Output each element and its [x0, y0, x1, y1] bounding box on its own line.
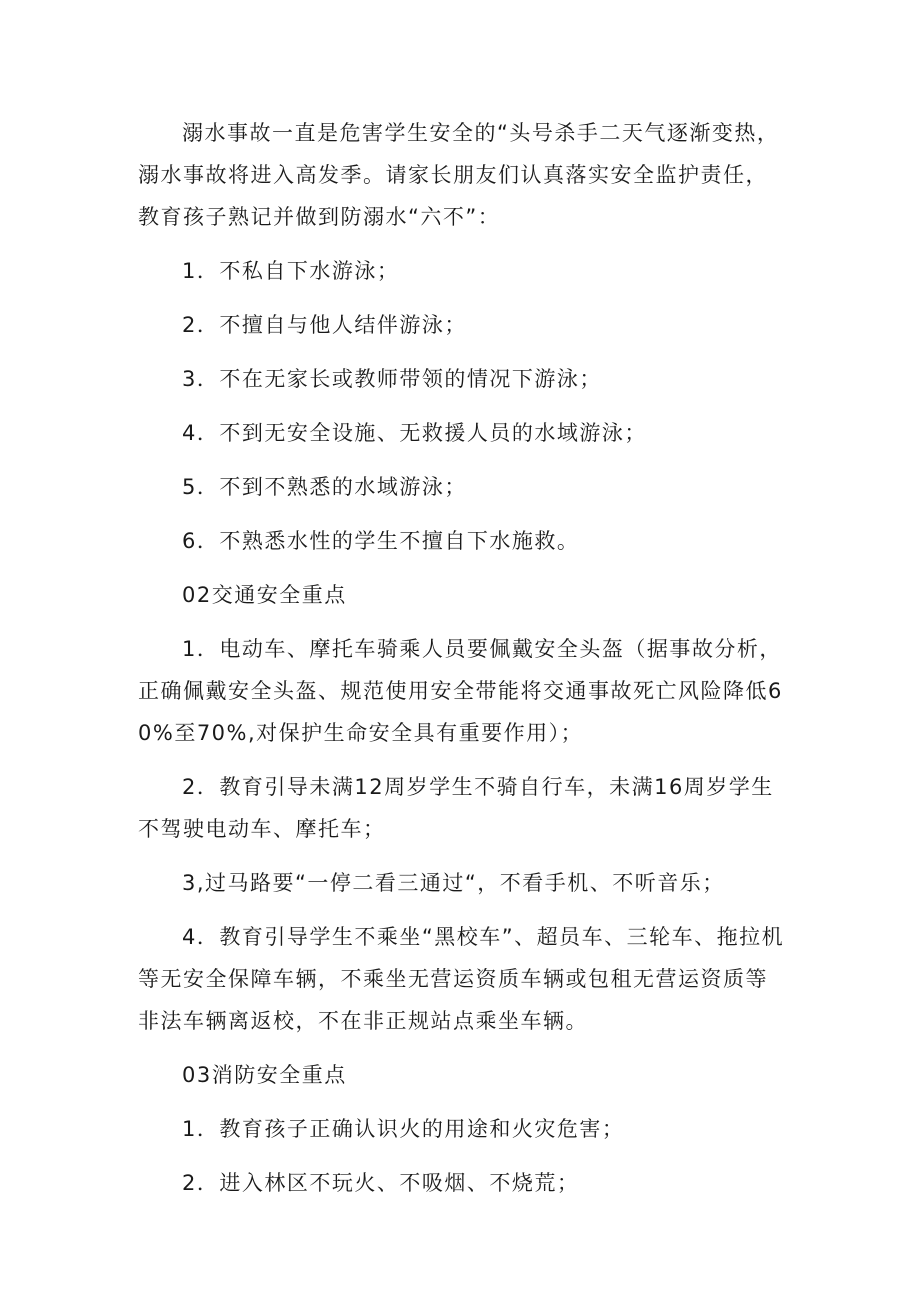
traffic-item-4: 4．教育引导学生不乘坐“黑校车”、超员车、三轮车、拖拉机等无安全保障车辆，不乘坐无营运资质车辆或包租无营运资质等非法车辆离返校，不在非正规站点乘坐车辆。: [138, 925, 785, 1033]
drowning-item-6: 6．不熟悉水性的学生不擅自下水施救。: [182, 529, 580, 553]
drowning-item-5: 5．不到不熟悉的水域游泳；: [182, 475, 467, 499]
fire-item-1: 1．教育孩子正确认识火的用途和火灾危害；: [182, 1117, 625, 1141]
traffic-item-1: 1．电动车、摩托车骑乘人员要佩戴安全头盔（据事故分析，正确佩戴安全头盔、规范使用安全带能将交通事故死亡风险降低60%至70%,对保护生命安全具有重要作用）；: [138, 637, 783, 745]
intro-paragraph: 溺水事故一直是危害学生安全的“头号杀手二天气逐渐变热，溺水事故将进入高发季。请家长朋友们认真落实安全监护责任，教育孩子熟记并做到防溺水“六不”：: [138, 121, 780, 229]
drowning-item-2: 2．不擅自与他人结伴游泳；: [182, 313, 467, 337]
drowning-item-3: 3．不在无家长或教师带领的情况下游泳；: [182, 367, 602, 391]
drowning-item-1: 1．不私自下水游泳；: [182, 259, 400, 283]
fire-item-2: 2．进入林区不玩火、不吸烟、不烧荒；: [182, 1171, 580, 1195]
document-body: [138, 112, 788, 1216]
traffic-safety-heading: 02交通安全重点: [182, 583, 347, 607]
drowning-item-4: 4．不到无安全设施、无救援人员的水域游泳；: [182, 421, 647, 445]
fire-safety-heading: 03消防安全重点: [182, 1063, 347, 1087]
traffic-item-3: 3,过马路要“一停二看三通过“，不看手机、不听音乐；: [182, 871, 725, 895]
traffic-item-2: 2．教育引导未满12周岁学生不骑自行车，未满16周岁学生不驾驶电动车、摩托车；: [138, 775, 774, 841]
